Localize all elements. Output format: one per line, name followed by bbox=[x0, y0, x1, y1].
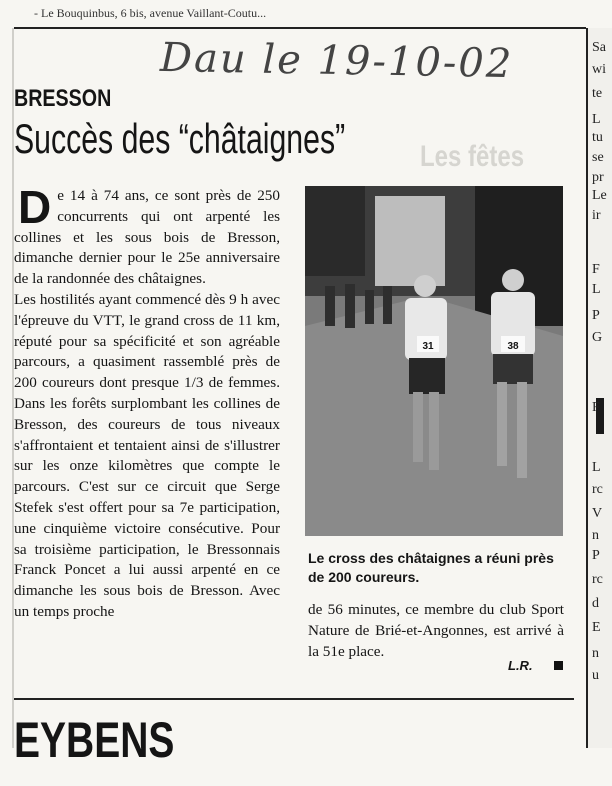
adjacent-column-fragment: P bbox=[592, 548, 600, 563]
adjacent-column-fragment: wi bbox=[592, 62, 606, 77]
top-rule bbox=[14, 27, 586, 29]
article-headline: Succès des “châtaignes” bbox=[14, 115, 346, 162]
adjacent-column-fragment: n bbox=[592, 528, 599, 543]
adjacent-column-fragment: L bbox=[592, 460, 601, 475]
article-column-left bbox=[14, 181, 280, 623]
bib-number-left: 31 bbox=[422, 341, 434, 352]
adjacent-column-fragment: n bbox=[592, 646, 599, 661]
paragraph-1 bbox=[14, 181, 280, 290]
bib-number-right: 38 bbox=[507, 341, 519, 352]
adjacent-column-fragment: V bbox=[592, 506, 603, 521]
paragraph-1-text: e 14 à 74 ans, ce sont près de 250 concurrents qui ont arpenté les collines et les sous bois de Bresson, dimanche dernier pour le 25e anniversaire de la randonnée des châtaignes. bbox=[14, 187, 280, 288]
photo-caption: Le cross des châtaignes a réuni près de 200 coureurs. bbox=[308, 550, 554, 585]
bottom-rule bbox=[14, 698, 574, 700]
end-mark bbox=[554, 661, 563, 670]
adjacent-column-fragment: F bbox=[592, 262, 600, 277]
adjacent-column-fragment: se bbox=[592, 150, 604, 165]
author-initials: L.R. bbox=[508, 658, 533, 673]
adjacent-column-fragment: Le bbox=[592, 188, 607, 203]
runners-photo-illustration bbox=[305, 186, 563, 536]
adjacent-column-fragment: rc bbox=[592, 572, 603, 587]
race-photo bbox=[305, 186, 563, 536]
adjacent-column-fragment: ir bbox=[592, 208, 601, 223]
adjacent-column-fragment: te bbox=[592, 86, 603, 101]
adjacent-column-fragment: rc bbox=[592, 482, 603, 497]
next-section-title: EYBENS bbox=[14, 712, 175, 768]
adjacent-column-fragment: L bbox=[592, 282, 601, 297]
adjacent-column-fragment: Sa bbox=[592, 40, 606, 55]
adjacent-column-fragment: L bbox=[592, 112, 601, 127]
article-continuation: de 56 minutes, ce membre du club Sport Nature de Brié-et-Angonnes, est arrivé à la 51e place. bbox=[308, 601, 564, 660]
drop-cap: D bbox=[18, 181, 52, 233]
handwritten-date: Dau le 19-10-02 bbox=[159, 34, 514, 88]
adjacent-column-fragment: u bbox=[592, 668, 599, 683]
source-line: - Le Bouquinbus, 6 bis, avenue Vaillant-Coutu... bbox=[34, 6, 267, 20]
adjacent-column-fragment: E bbox=[592, 620, 601, 635]
paragraph-2: Les hostilités ayant commencé dès 9 h avec l'épreuve du VTT, le grand cross de 11 km, réputé pour sa spécificité et son agréable parcours, a quasiment rassemblé près de 200 coureurs dont presque 1/3 de femmes. Dans les forêts surplombant les collines de Bresson, des coureurs de tous niveaux s'affrontaient et tentaient ainsi de s'illustrer sur les onze kilomètres que compte le parcours. C'est sur ce circuit que Serge Stefek s'est offert pour sa 7e participation, une cinquième victoire consécutive. Pour sa troisième participation, le Bressonnais Franck Poncet a lui aussi arpenté en ce dimanche les sous bois de Bresson. Avec un temps proche bbox=[14, 290, 280, 620]
adjacent-column-fragment: P bbox=[592, 308, 600, 323]
bleed-through-text: Les fêtes bbox=[420, 140, 525, 173]
adjacent-column-fragment: pr bbox=[592, 170, 604, 185]
adjacent-column-fragment: d bbox=[592, 596, 599, 611]
adjacent-column-fragment: F bbox=[592, 400, 600, 415]
article-kicker: BRESSON bbox=[14, 85, 112, 112]
adjacent-column-fragment: tu bbox=[592, 130, 603, 145]
adjacent-column-fragment: G bbox=[592, 330, 603, 345]
